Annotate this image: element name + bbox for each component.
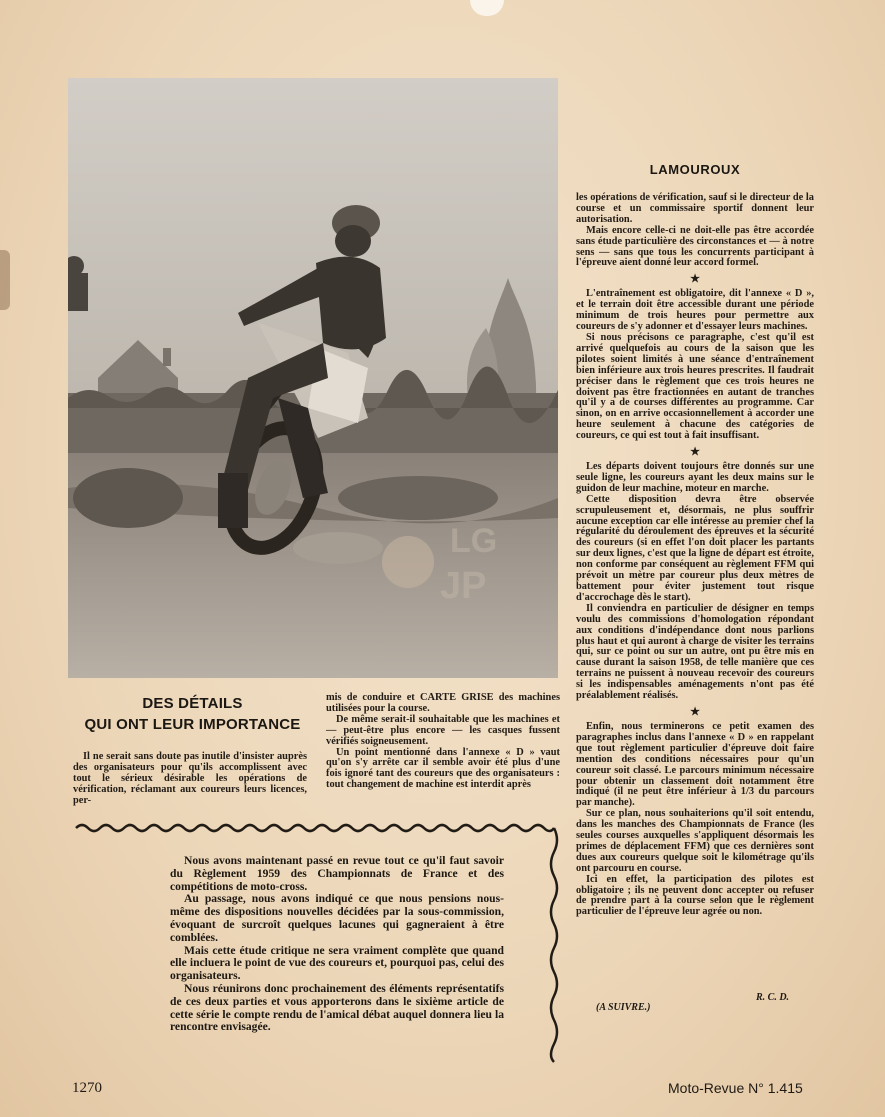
article-column-1 [73,752,307,807]
box-paragraph-3: Mais cette étude critique ne sera vraiment complète que quand elle incluera le point de vue des coureurs et, pourquoi pas, celui des organisateurs. [170,943,504,983]
right-paragraph-6: Cette disposition devra être observée scrupuleusement et, désormais, ne plus souffrir aucune exception car elle intéresse au premier chef la régularité du déroulement des épreuves et la sécurité des coureurs (si en effet l'on doit placer les partants sur deux lignes, c'est que la ligne de départ est étroite, non conforme par conséquent au règlement FFM qui prévoit un mètre par coureur plus deux mètres de battement pour éviter justement tout risque d'accrochage dès le start). [576,493,815,603]
right-paragraph-10: Ici en effet, la participation des pilotes est obligatoire ; ils ne peuvent donc accepter ou refuser de prendre part à la course selon que le règlement particulier de l'épreuve leur agrée ou non. [576,873,814,918]
column-2-paragraph-3: Un point mentionné dans l'annexe « D » vaut qu'on s'y arrête car il semble avoir été plus d'une fois ignoré tant des coureurs que des organisateurs : tout changement de machine est interdit après [326,746,560,791]
author-signature: R. C. D. [756,992,790,1003]
watermark-line1: LG [450,522,498,560]
right-paragraph-5: Les départs doivent toujours être donnés sur une seule ligne, les coureurs ayant les deux mains sur le guidon de leur machine, moteur en marche. [576,461,814,494]
page-edge-mark [0,250,10,310]
separator-star-icon: ★ [690,273,700,286]
right-paragraph-3: L'entraînement est obligatoire, dit l'annexe « D », et le terrain doit être accessible durant une période minimum de trois heures pour permettre aux coureurs de s'y adonner et d'essayer leurs machines. [576,288,814,333]
magazine-issue: Moto-Revue N° 1.415 [668,1080,803,1096]
to-be-continued: (A SUIVRE.) [596,1002,651,1013]
heading-line-2: QUI ONT LEUR IMPORTANCE [84,716,301,733]
column-1-paragraph: Il ne serait sans doute pas inutile d'insister auprès des organisateurs pour qu'ils accomplissent avec tout le sérieux désirable les opérations de vérification, réclamant aux coureurs leurs licences, per- [73,751,307,806]
watermark-logo [380,510,520,615]
boxed-insert-text [170,855,504,1034]
box-paragraph-4: Nous réunirons donc prochainement des éléments représentatifs de ces deux parties et vous apporterons dans le sixième article de cette série le compte rendu de l'amical débat auquel donnera lieu la rencontre envisagée. [170,981,504,1034]
right-paragraph-8: Enfin, nous terminerons ce petit examen des paragraphes inclus dans l'annexe « D » en rappelant que tout règlement particulier d'épreuve doit faire mention des conditions nécessaires pour qu'un coureur soit classé. Le parcours minimum nécessaire pour obtenir un classement doit notamment être indiqué (il ne peut être inférieur à 1/3 du parcours par manche). [576,720,814,809]
right-paragraph-9: Sur ce plan, nous souhaiterions qu'il soit entendu, dans les manches des Championnats de France (les seules courses auxquelles s'appliquent désormais les primes de déplacement FFM) que ces dernières sont dues aux coureurs quelque soit le kilométrage qu'ils ont parcouru en course. [576,808,814,874]
watermark-line2: JP [440,565,487,607]
right-paragraph-1: les opérations de vérification, sauf si le directeur de la course et un commissaire sportif donnent leur autorisation. [576,192,814,225]
heading-line-1: DES DÉTAILS [142,695,243,712]
separator-star-icon: ★ [690,446,700,459]
box-paragraph-1: Nous avons maintenant passé en revue tout ce qu'il faut savoir du Règlement 1959 des Championnats de France et des compétitions de moto-cross. [170,854,504,893]
article-column-3 [576,193,814,918]
column-2-paragraph-2: De même serait-il souhaitable que les machines et — peut-être plus encore — les casques fussent vérifiés soigneusement. [326,713,560,747]
section-heading [80,693,305,735]
right-paragraph-2: Mais encore celle-ci ne doit-elle pas être accordée sans étude particulière des circonstances et — à notre sens — sans que tous les concurrents participant à l'épreuve aient donné leur accord formel. [576,224,814,269]
author-title: LAMOUROUX [649,162,741,177]
page-number: 1270 [72,1080,102,1096]
separator-star-icon: ★ [690,705,700,718]
right-paragraph-7: Il conviendra en particulier de désigner en temps voulu des commissions d'homologation répondant aux conditions d'indépendance dont nous parlions plus haut et qui auront à charge de visiter les terrains qui, sur ce point ou sur un autre, ont pu être mis en cause durant la saison 1958, de telle manière que ces terrains ne puissent à nouveau recevoir des coureurs si les indispensables aménagements n'ont pas été préalablement réalisés. [576,602,814,702]
column-2-paragraph-1: mis de conduire et CARTE GRISE des machines utilisées pour la course. [326,692,560,714]
box-paragraph-2: Au passage, nous avons indiqué ce que nous pensions nous-même des dispositions nouvelles décidées par la sous-commission, évoquant de surcroît quelques lacunes qui gagneraient à être comblées. [170,892,504,944]
right-paragraph-4: Si nous précisons ce paragraphe, c'est qu'il est arrivé quelquefois au cours de la saison que les pilotes soient limités à une séance d'entraînement bien inférieure aux trois heures prescrites. Il faudrait préciser dans le règlement que ces trois heures ne doivent pas être fractionnées en autant de tranches qu'il y a de courses différentes au programme. Car sinon, on en arrive occasionnellement à accorder une heure seulement à chacune des catégories de coureurs, ce qui est tout à fait insuffisant. [576,331,814,442]
article-column-2 [326,693,560,791]
